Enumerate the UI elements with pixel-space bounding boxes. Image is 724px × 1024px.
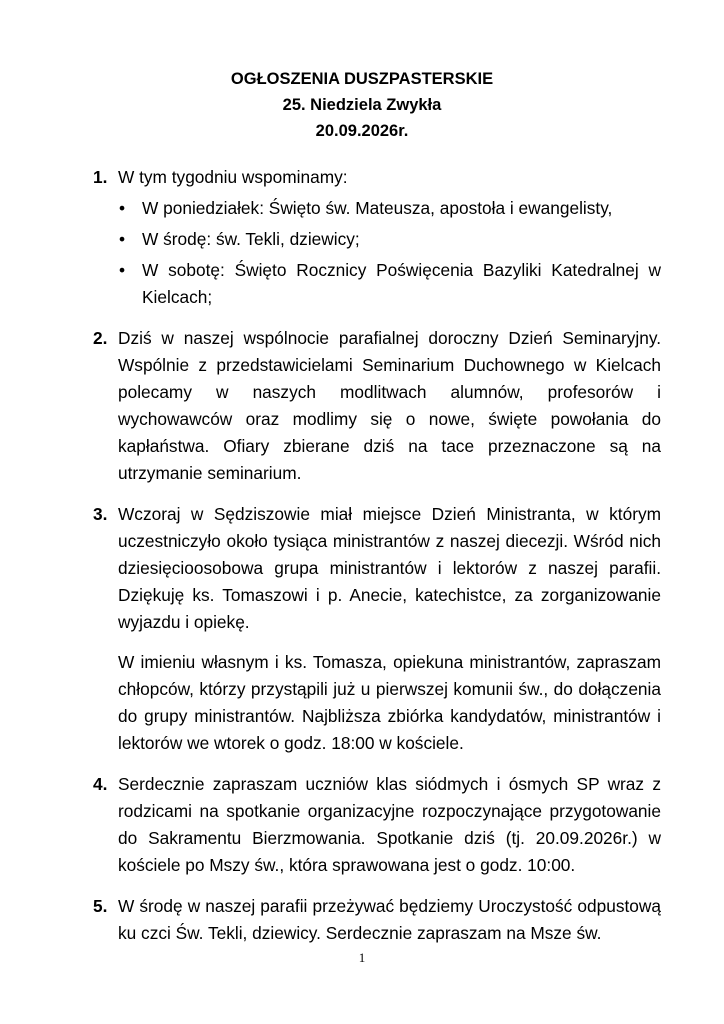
document-subtitle: 25. Niedziela Zwykła <box>282 96 442 114</box>
memorial-list <box>118 195 661 311</box>
bullet-icon: • <box>119 260 126 280</box>
item-intro: W tym tygodniu wspominamy: <box>118 167 348 187</box>
item-number: 1. <box>93 167 108 187</box>
document-title: OGŁOSZENIA DUSZPASTERSKIE <box>230 70 494 88</box>
announcement-item-5 <box>93 893 661 947</box>
announcement-item-1 <box>93 164 661 311</box>
item-number: 2. <box>93 328 108 348</box>
list-item <box>118 257 661 311</box>
announcement-item-3 <box>93 501 661 757</box>
item-number: 4. <box>93 774 108 794</box>
bullet-icon: • <box>119 198 126 218</box>
list-item <box>118 226 661 253</box>
announcement-item-2 <box>93 325 661 487</box>
document-date: 20.09.2026r. <box>315 122 409 140</box>
announcement-item-4 <box>93 771 661 879</box>
list-item-text: W poniedziałek: Święto św. Mateusza, apostoła i ewangelisty, <box>142 198 613 218</box>
item-text: Dziś w naszej wspólnocie parafialnej doroczny Dzień Seminaryjny. Wspólnie z przedstawicielami Seminarium Duchownego w Kielcach polecamy w naszych modlitwach alumnów, profesorów i wychowawców oraz modlimy się o nowe, święte powołania do kapłaństwa. Ofiary zbierane dziś na tace przeznaczone są na utrzymanie seminarium. <box>118 328 661 483</box>
announcements-list <box>93 164 661 961</box>
list-item-text: W sobotę: Święto Rocznicy Poświęcenia Bazyliki Katedralnej w Kielcach; <box>142 260 661 307</box>
item-text: W środę w naszej parafii przeżywać będziemy Uroczystość odpustową ku czci Św. Tekli, dziewicy. Serdecznie zapraszam na Msze św. <box>118 896 661 943</box>
list-item-text: W środę: św. Tekli, dziewicy; <box>142 229 360 249</box>
item-text: Wczoraj w Sędziszowie miał miejsce Dzień Ministranta, w którym uczestniczyło około tysiąca ministrantów z naszej diecezji. Wśród nich dziesięcioosobowa grupa ministrantów i lektorów z naszej parafii. Dziękuję ks. Tomaszowi i p. Anecie, katechistce, za zorganizowanie wyjazdu i opiekę. <box>118 504 661 632</box>
page-number: 1 <box>358 950 366 965</box>
item-text-continued: W imieniu własnym i ks. Tomasza, opiekuna ministrantów, zapraszam chłopców, którzy przystąpili już u pierwszej komunii św., do dołączenia do grupy ministrantów. Najbliższa zbiórka kandydatów, ministrantów i lektorów we wtorek o godz. 18:00 w kościele. <box>118 652 661 753</box>
bullet-icon: • <box>119 229 126 249</box>
item-number: 5. <box>93 896 108 916</box>
item-number: 3. <box>93 504 108 524</box>
document-header <box>0 66 724 144</box>
item-text: Serdecznie zapraszam uczniów klas siódmych i ósmych SP wraz z rodzicami na spotkanie organizacyjne rozpoczynające przygotowanie do Sakramentu Bierzmowania. Spotkanie dziś (tj. 20.09.2026r.) w kościele po Mszy św., która sprawowana jest o godz. 10:00. <box>118 774 661 875</box>
list-item <box>118 195 661 222</box>
